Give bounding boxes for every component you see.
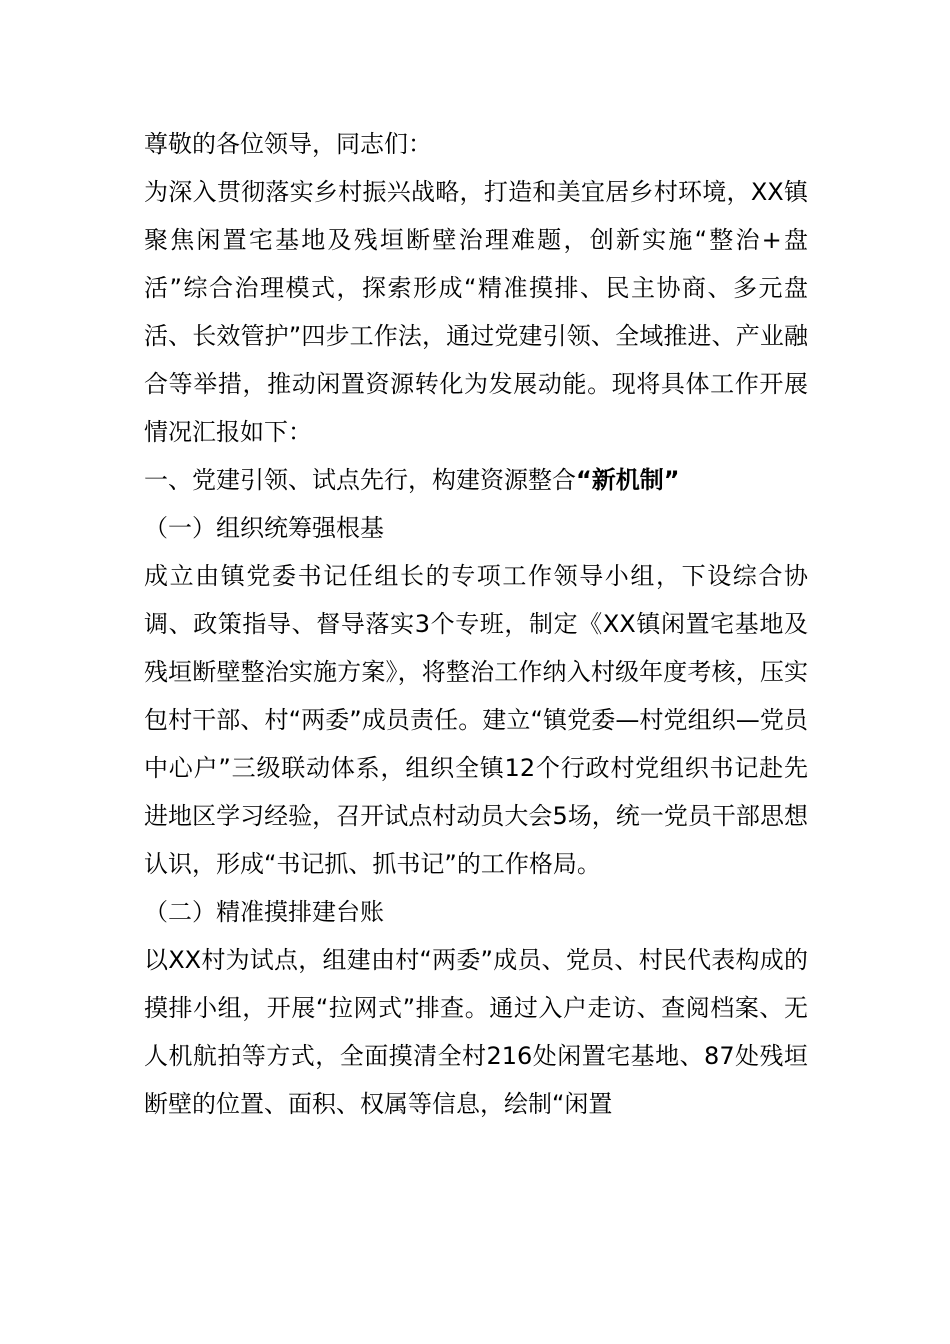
- subsection-1-paragraph: 成立由镇党委书记任组长的专项工作领导小组，下设综合协调、政策指导、督导落实3个专班，制定《XX镇闲置宅基地及残垣断壁整治实施方案》，将整治工作纳入村级年度考核，压实包村干部、村“两委”成员责任。建立“镇党委—村党组织—党员中心户”三级联动体系，组织全镇12个行政村党组织书记赴先进地区学习经验，召开试点村动员大会5场，统一党员干部思想认识，形成“书记抓、抓书记”的工作格局。: [144, 562, 808, 878]
- subsection-2-paragraph: 以XX村为试点，组建由村“两委”成员、党员、村民代表构成的摸排小组，开展“拉网式”排查。通过入户走访、查阅档案、无人机航拍等方式，全面摸清全村216处闲置宅基地、87处残垣断壁的位置、面积、权属等信息，绘制“闲置: [144, 946, 808, 1118]
- section-1-heading-bold: “新机制”: [576, 466, 680, 494]
- subsection-1-heading: （一）组织统筹强根基: [144, 514, 384, 542]
- section-1-heading-text: 一、党建引领、试点先行，构建资源整合: [144, 466, 576, 494]
- subsection-2-heading: （二）精准摸排建台账: [144, 898, 384, 926]
- section-1-heading: [144, 456, 808, 504]
- greeting: 尊敬的各位领导，同志们：: [144, 130, 432, 158]
- document-body: [144, 120, 808, 1128]
- intro-paragraph: 为深入贯彻落实乡村振兴战略，打造和美宜居乡村环境，XX镇聚焦闲置宅基地及残垣断壁治理难题，创新实施“整治+盘活”综合治理模式，探索形成“精准摸排、民主协商、多元盘活、长效管护”四步工作法，通过党建引领、全域推进、产业融合等举措，推动闲置资源转化为发展动能。现将具体工作开展情况汇报如下：: [144, 178, 808, 446]
